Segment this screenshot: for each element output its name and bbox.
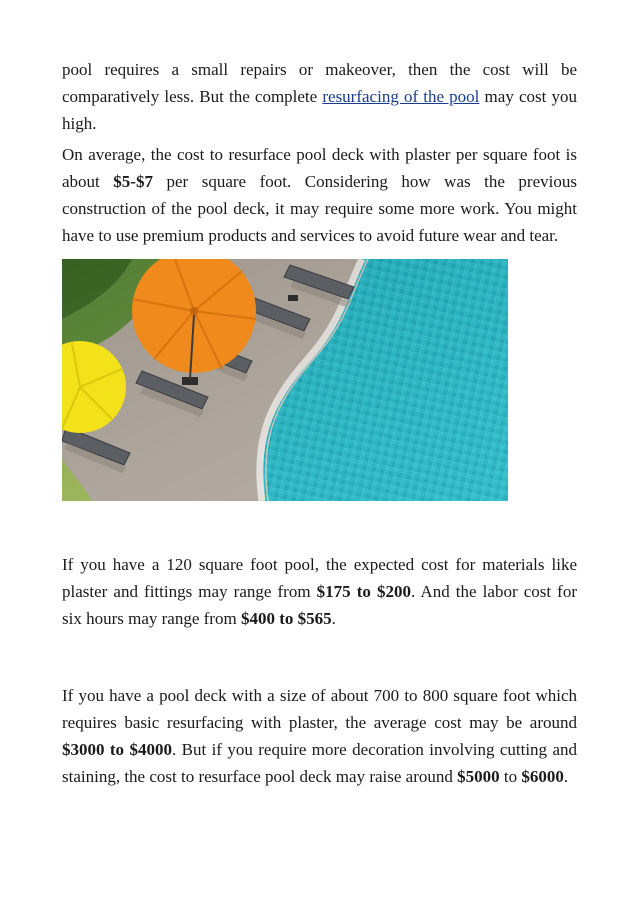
materials-cost: $175 to $200	[316, 582, 412, 601]
pool-photo	[62, 259, 508, 501]
document-page	[62, 56, 577, 790]
decor-cost-low: $5000	[457, 767, 500, 786]
basic-resurface-cost: $3000 to $4000	[62, 740, 172, 759]
paragraph-text: . But if you require more decoration involving cutting and staining, the cost to resurface pool deck may raise around	[62, 740, 577, 786]
paragraph-text: to	[499, 767, 522, 786]
paragraph-text: per square foot. Considering how was the previous construction of the pool deck, it may require some more work. You might have to use premium products and services to avoid future wear and tear.	[62, 172, 577, 245]
paragraph-intro	[62, 56, 577, 137]
paragraph-text: On average, the cost to resurface pool deck with plaster per square foot is about	[62, 145, 577, 191]
price-per-sqft: $5-$7	[113, 172, 153, 191]
paragraph-120sqft	[62, 551, 577, 632]
paragraph-text: pool requires a small repairs or makeover, then the cost will be comparatively less. But the complete	[62, 60, 577, 106]
paragraph-deck-size	[62, 682, 577, 790]
paragraph-average-cost	[62, 141, 577, 249]
labor-cost: $400 to $565	[240, 609, 332, 628]
paragraph-text: If you have a 120 square foot pool, the expected cost for materials like plaster and fittings may range from	[62, 555, 577, 601]
paragraph-text: If you have a pool deck with a size of about 700 to 800 square foot which requires basic resurfacing with plaster, the average cost may be around	[62, 686, 577, 732]
paragraph-text: . And the labor cost for six hours may range from	[62, 582, 577, 628]
paragraph-text: may cost you high.	[62, 87, 577, 133]
decor-cost-high: $6000	[521, 767, 564, 786]
resurfacing-link[interactable]: resurfacing of the pool	[322, 87, 480, 106]
paragraph-text: .	[563, 767, 569, 786]
paragraph-text: .	[331, 609, 336, 628]
